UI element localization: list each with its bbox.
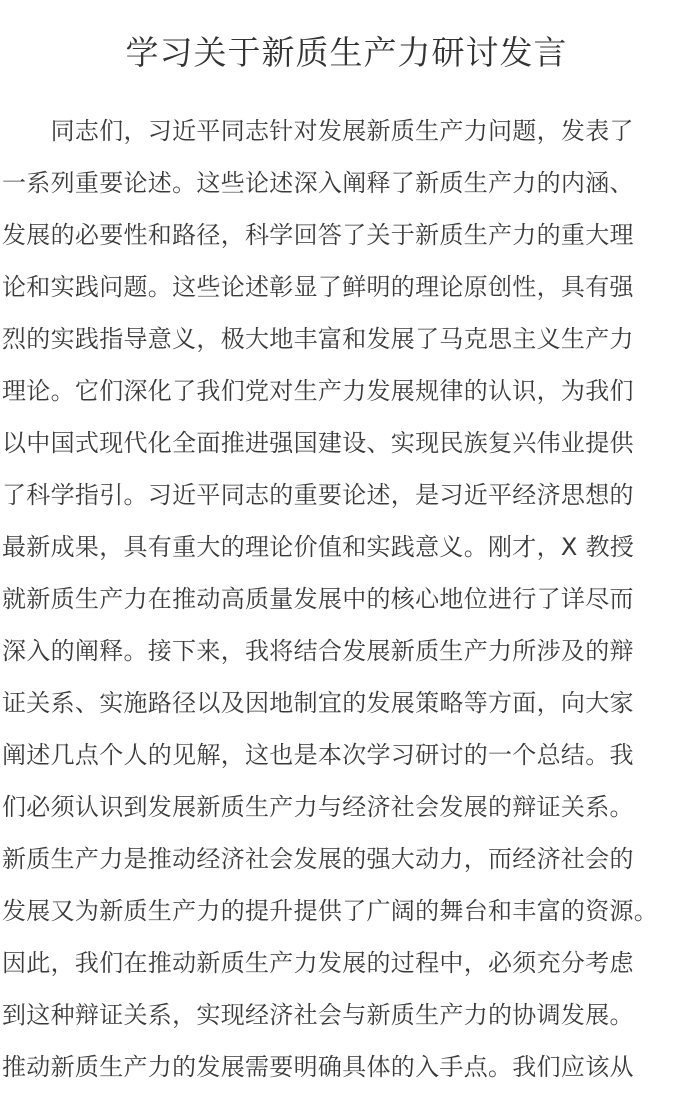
body-line: 因此，我们在推动新质生产力发展的过程中，必须充分考虑 <box>2 949 634 977</box>
body-line: 以中国式现代化全面推进强国建设、实现民族复兴伟业提供 <box>2 429 634 457</box>
body-line: 就新质生产力在推动高质量发展中的核心地位进行了详尽而 <box>2 585 634 613</box>
body-line: 到这种辩证关系，实现经济社会与新质生产力的协调发展。 <box>2 1001 634 1029</box>
body-line: 阐述几点个人的见解，这也是本次学习研讨的一个总结。我 <box>2 741 634 769</box>
body-line: 们必须认识到发展新质生产力与经济社会发展的辩证关系。 <box>2 793 634 821</box>
body-line: 同志们，习近平同志针对发展新质生产力问题，发表了 <box>2 117 634 145</box>
body-line: 深入的阐释。接下来，我将结合发展新质生产力所涉及的辩 <box>2 637 634 665</box>
body-line: 论和实践问题。这些论述彰显了鲜明的理论原创性，具有强 <box>2 273 634 301</box>
document-title: 学习关于新质生产力研讨发言 <box>125 33 568 72</box>
body-line: 最新成果，具有重大的理论价值和实践意义。刚才，X 教授 <box>2 533 635 561</box>
body-line: 新质生产力是推动经济社会发展的强大动力，而经济社会的 <box>2 845 634 873</box>
body-line: 发展又为新质生产力的提升提供了广阔的舞台和丰富的资源。 <box>2 897 659 925</box>
body-line: 理论。它们深化了我们党对生产力发展规律的认识，为我们 <box>2 377 634 405</box>
body-line: 证关系、实施路径以及因地制宜的发展策略等方面，向大家 <box>2 689 634 717</box>
body-line: 烈的实践指导意义，极大地丰富和发展了马克思主义生产力 <box>2 325 634 353</box>
body-line: 推动新质生产力的发展需要明确具体的入手点。我们应该从 <box>2 1053 634 1081</box>
body-line: 了科学指引。习近平同志的重要论述，是习近平经济思想的 <box>2 481 634 509</box>
body-line: 发展的必要性和路径，科学回答了关于新质生产力的重大理 <box>2 221 634 249</box>
body-line: 一系列重要论述。这些论述深入阐释了新质生产力的内涵、 <box>2 169 634 197</box>
